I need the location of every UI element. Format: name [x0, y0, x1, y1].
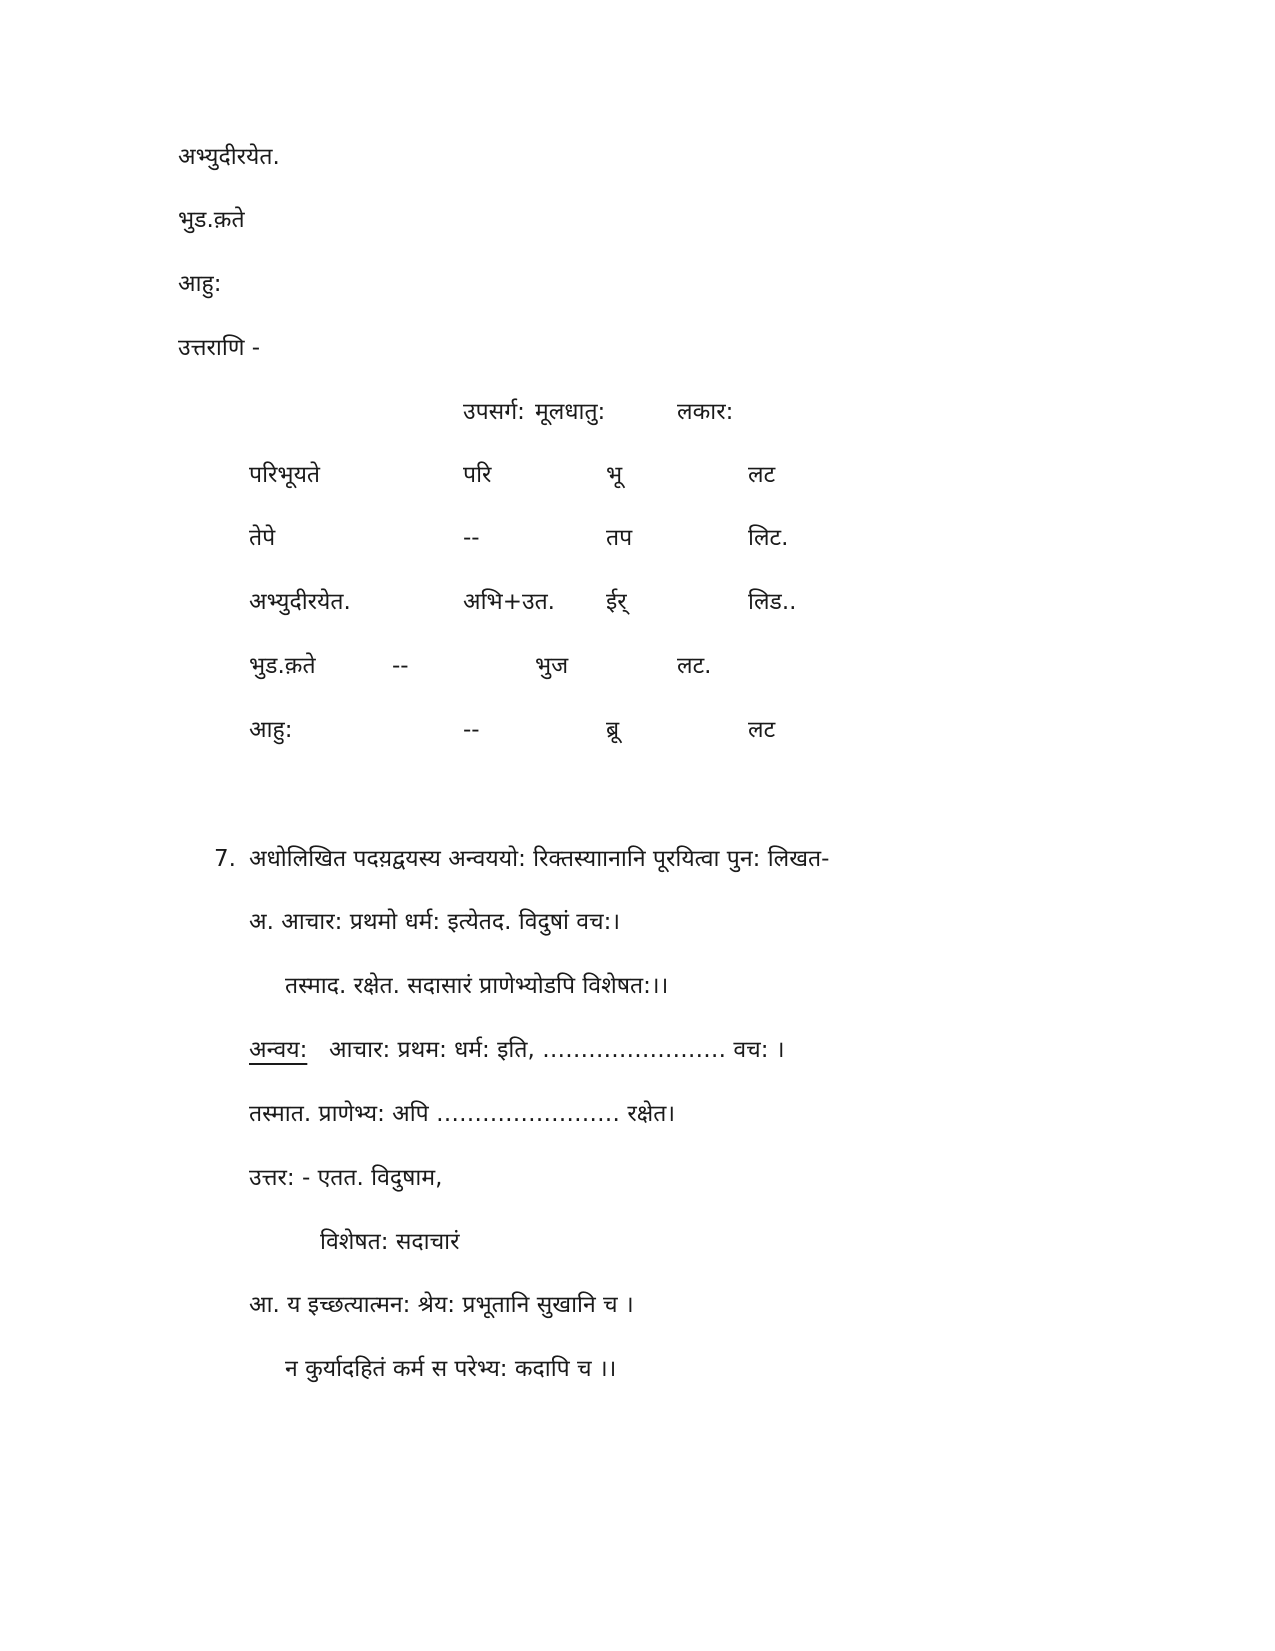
verse-b-line1: आ. य इच्छत्यात्मन: श्रेय: प्रभूतानि सुखानि च । — [249, 1292, 634, 1318]
row-word: तेपे — [249, 525, 276, 551]
row-upasarga: -- — [392, 653, 409, 679]
word-2: भुड.क़ते — [178, 207, 245, 233]
verse-b-line2: न कुर्यादहितं कर्म स परेभ्य: कदापि च ।। — [285, 1356, 617, 1382]
verse-a-line1: अ. आचार: प्रथमो धर्म: इत्येतद. विदुषां वच:। — [249, 909, 621, 935]
row-word: परिभूयते — [249, 462, 321, 488]
row-dhatu: ब्रू — [606, 717, 620, 743]
question-number: 7. — [214, 846, 236, 872]
header-upasarga: उपसर्ग: — [463, 399, 525, 425]
anvaya-line2: तस्मात. प्राणेभ्य: अपि …………………… रक्षेत। — [249, 1101, 676, 1127]
row-dhatu: तप — [606, 525, 633, 551]
header-lakara: लकार: — [677, 399, 734, 425]
word-3: आहु: — [178, 271, 222, 297]
row-upasarga: -- — [463, 717, 480, 743]
row-lakara: लिट. — [748, 525, 789, 551]
row-word: अभ्युदीरयेत. — [249, 589, 351, 615]
row-lakara: लट — [748, 462, 776, 488]
row-dhatu: भू — [606, 462, 623, 488]
anvaya-line1: आचार: प्रथम: धर्म: इति, …………………… वच: । — [329, 1037, 785, 1063]
row-dhatu: ईर् — [606, 589, 627, 615]
word-1: अभ्युदीरयेत. — [178, 144, 280, 170]
row-lakara: लट. — [677, 653, 712, 679]
row-upasarga: परि — [463, 462, 492, 488]
answer-line2: विशेषत: सदाचारं — [320, 1229, 460, 1255]
question-text: अधोलिखित पदय़द्वयस्य अन्वययो: रिक्तस्याानानि पूरयित्वा पुन: लिखत- — [249, 846, 830, 872]
row-word: भुड.क़ते — [249, 653, 316, 679]
row-lakara: लट — [748, 717, 776, 743]
answer-line1: उत्तर: - एतत. विदुषाम, — [249, 1165, 443, 1191]
row-dhatu: भुज — [535, 653, 569, 679]
row-word: आहु: — [249, 717, 293, 743]
row-lakara: लिड.. — [748, 589, 797, 615]
row-upasarga: अभि+उत. — [463, 589, 555, 615]
row-upasarga: -- — [463, 525, 480, 551]
verse-a-line2: तस्माद. रक्षेत. सदासारं प्राणेभ्योडपि विशेषत:।। — [285, 973, 669, 999]
answers-heading: उत्तराणि - — [178, 335, 261, 361]
header-mooldhatu: मूलधातु: — [535, 399, 606, 425]
anvaya-label: अन्वय: — [249, 1037, 308, 1063]
